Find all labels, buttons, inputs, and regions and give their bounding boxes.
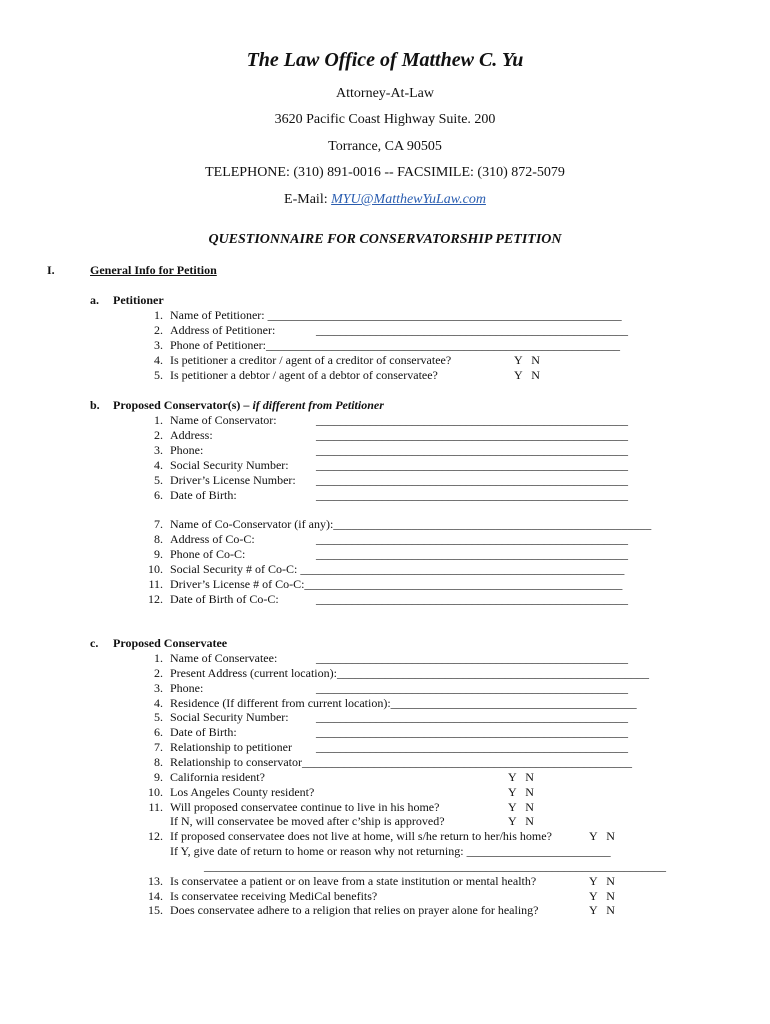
answer-blank[interactable]: ____________________________________________________	[316, 443, 628, 457]
item-number: 5.	[154, 473, 163, 487]
subsection-a-title: Petitioner	[113, 293, 164, 307]
item-number: 11.	[148, 577, 163, 591]
section-numeral: I.	[47, 263, 55, 277]
yes-no-choice[interactable]: Y N	[514, 353, 540, 367]
question-text: Name of Conservator:	[170, 413, 277, 427]
item-number: 3.	[154, 680, 163, 695]
question-text: Address of Co-C:	[170, 532, 255, 546]
item-number: 12.	[148, 829, 163, 844]
answer-blank[interactable]: ____________________________________________________	[316, 725, 628, 740]
item-number: 2.	[154, 665, 163, 680]
questionnaire-title: QUESTIONNAIRE FOR CONSERVATORSHIP PETITION	[208, 232, 562, 247]
question-text: Address:	[170, 428, 213, 442]
answer-blank[interactable]: ____________________________________________________	[316, 488, 628, 502]
question-text: Is petitioner a creditor / agent of a creditor of conservatee?	[170, 353, 452, 367]
question-text: Phone of Co-C:	[170, 547, 246, 561]
question-text: Driver’s License # of Co-C:_____________________________________________________	[170, 577, 623, 591]
question-text: _____________________________________________________________________________	[204, 858, 666, 873]
question-text: Date of Birth:	[170, 725, 237, 740]
item-number: 9.	[154, 769, 163, 784]
item-number: 6.	[154, 488, 163, 502]
item-number: 5.	[154, 710, 163, 725]
question-text: Is conservatee a patient or on leave from a state institution or mental health?	[170, 873, 537, 888]
email-link[interactable]: MYU@MatthewYuLaw.com	[331, 192, 486, 207]
item-number: 8.	[154, 532, 163, 546]
question-text: Los Angeles County resident?	[170, 784, 315, 799]
item-number: 11.	[148, 799, 163, 814]
item-number: 3.	[154, 338, 163, 352]
item-number: 4.	[154, 458, 163, 472]
question-text: Relationship to petitioner	[170, 740, 292, 755]
subsection-a-letter: a.	[90, 293, 99, 307]
item-number: 4.	[154, 695, 163, 710]
question-text: If N, will conservatee be moved after c’ship is approved?	[170, 814, 445, 829]
yes-no-choice[interactable]: Y N	[508, 784, 534, 799]
yes-no-choice[interactable]: Y N	[589, 888, 615, 903]
question-text: Date of Birth of Co-C:	[170, 592, 279, 606]
subsection-b-heading	[113, 399, 384, 411]
question-text: Does conservatee adhere to a religion that relies on prayer alone for healing?	[170, 903, 539, 918]
item-number: 12.	[148, 592, 163, 606]
item-number: 1.	[154, 413, 163, 427]
question-text: Social Security # of Co-C: ______________________________________________________	[170, 562, 625, 576]
question-text: Phone:	[170, 680, 204, 695]
question-text: Driver’s License Number:	[170, 473, 296, 487]
question-text: Social Security Number:	[170, 710, 289, 725]
question-text: If proposed conservatee does not live at home, will s/he return to her/his home?	[170, 829, 552, 844]
question-text: Will proposed conservatee continue to live in his home?	[170, 799, 440, 814]
subsection-b-title: Proposed Conservator(s)	[113, 398, 241, 412]
yes-no-choice[interactable]: Y N	[508, 769, 534, 784]
item-number: 5.	[154, 368, 163, 382]
question-text: If Y, give date of return to home or reason why not returning: ________________________	[170, 844, 611, 859]
answer-blank[interactable]: ____________________________________________________	[316, 651, 628, 665]
answer-blank[interactable]: ____________________________________________________	[316, 473, 628, 487]
item-number: 6.	[154, 725, 163, 740]
yes-no-choice[interactable]: Y N	[589, 903, 615, 918]
question-text: Residence (If different from current location):_________________________________________	[170, 695, 637, 710]
item-number: 1.	[154, 651, 163, 665]
item-number: 10.	[148, 562, 163, 576]
yes-no-choice[interactable]: Y N	[589, 829, 615, 844]
subsection-b-letter: b.	[90, 398, 100, 412]
question-text: Is conservatee receiving MediCal benefits?	[170, 888, 378, 903]
item-number: 14.	[148, 888, 163, 903]
item-number: 7.	[154, 740, 163, 755]
answer-blank[interactable]: ____________________________________________________	[316, 532, 628, 546]
item-number: 2.	[154, 323, 163, 337]
subsection-b-note: – if different from Petitioner	[243, 398, 384, 412]
yes-no-choice[interactable]: Y N	[514, 368, 540, 382]
answer-blank[interactable]: ____________________________________________________	[316, 740, 628, 755]
item-number: 13.	[148, 873, 163, 888]
question-text: Present Address (current location):____________________________________________________	[170, 665, 649, 680]
phone-fax-line: TELEPHONE: (310) 891-0016 -- FACSIMILE: (310) 872-5079	[205, 165, 565, 180]
email-label: E-Mail:	[284, 192, 328, 207]
answer-blank[interactable]: ____________________________________________________	[316, 323, 628, 337]
item-number: 7.	[154, 517, 163, 531]
question-text: California resident?	[170, 769, 265, 784]
item-number: 9.	[154, 547, 163, 561]
email-line	[0, 193, 770, 207]
subsection-c-title: Proposed Conservatee	[113, 636, 228, 650]
question-text: Relationship to conservator_______________________________________________________	[170, 754, 632, 769]
answer-blank[interactable]: ____________________________________________________	[316, 680, 628, 695]
question-text: Phone:	[170, 443, 204, 457]
item-number: 15.	[148, 903, 163, 918]
answer-blank[interactable]: ____________________________________________________	[316, 592, 628, 606]
question-text: Is petitioner a debtor / agent of a debtor of conservatee?	[170, 368, 438, 382]
answer-blank[interactable]: ____________________________________________________	[316, 428, 628, 442]
yes-no-choice[interactable]: Y N	[508, 799, 534, 814]
subsection-c-letter: c.	[90, 636, 99, 650]
yes-no-choice[interactable]: Y N	[589, 873, 615, 888]
item-number: 8.	[154, 754, 163, 769]
item-number: 1.	[154, 308, 163, 322]
item-number: 2.	[154, 428, 163, 442]
address-line-1: 3620 Pacific Coast Highway Suite. 200	[274, 112, 496, 127]
question-text: Name of Petitioner: ___________________________________________________________	[170, 308, 622, 322]
attorney-title: Attorney-At-Law	[336, 86, 434, 101]
question-text: Address of Petitioner:	[170, 323, 276, 337]
answer-blank[interactable]: ____________________________________________________	[316, 710, 628, 725]
firm-name: The Law Office of Matthew C. Yu	[246, 49, 524, 71]
item-number: 4.	[154, 353, 163, 367]
yes-no-choice[interactable]: Y N	[508, 814, 534, 829]
section-title: General Info for Petition	[90, 263, 217, 277]
question-text: Name of Conservatee:	[170, 651, 278, 665]
answer-blank[interactable]: ____________________________________________________	[316, 547, 628, 561]
question-text: Social Security Number:	[170, 458, 289, 472]
question-text: Date of Birth:	[170, 488, 237, 502]
address-line-2: Torrance, CA 90505	[328, 139, 442, 154]
item-number: 10.	[148, 784, 163, 799]
question-text: Phone of Petitioner:___________________________________________________________	[170, 338, 620, 352]
answer-blank[interactable]: ____________________________________________________	[316, 413, 628, 427]
item-number: 3.	[154, 443, 163, 457]
question-text: Name of Co-Conservator (if any):_____________________________________________________	[170, 517, 652, 531]
answer-blank[interactable]: ____________________________________________________	[316, 458, 628, 472]
